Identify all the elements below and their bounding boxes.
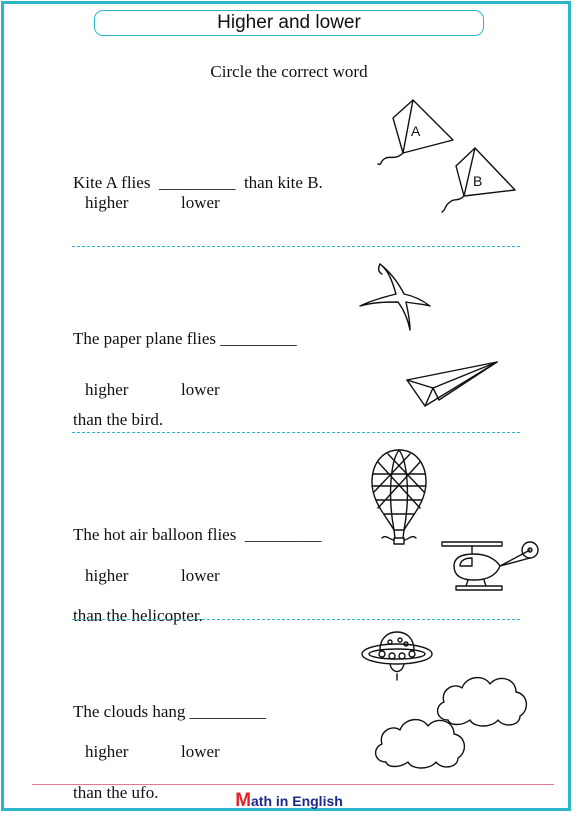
kite-b-icon bbox=[456, 148, 515, 196]
question-4-line1: The clouds hang _________ bbox=[73, 702, 267, 721]
question-2-line1: The paper plane flies _________ bbox=[73, 329, 297, 348]
q2-option-lower[interactable]: lower bbox=[181, 380, 220, 399]
page-title: Higher and lower bbox=[94, 10, 484, 36]
q3-option-higher[interactable]: higher bbox=[85, 566, 129, 585]
paper-plane-icon bbox=[405, 360, 499, 408]
footer-logo bbox=[0, 790, 578, 812]
kite-a-label: A bbox=[411, 123, 421, 139]
kite-b-label: B bbox=[473, 173, 483, 189]
kite-a-icon bbox=[393, 100, 453, 153]
footer-logo-m: M bbox=[235, 790, 252, 811]
separator bbox=[72, 619, 520, 620]
question-4-line2: than the ufo. bbox=[73, 783, 159, 802]
footer-logo-text: ath in English bbox=[251, 793, 343, 809]
question-1-line1: Kite A flies _________ than kite B. bbox=[73, 173, 323, 192]
q2-option-higher[interactable]: higher bbox=[85, 380, 129, 399]
footer-divider bbox=[32, 784, 554, 785]
helicopter-icon bbox=[438, 536, 542, 594]
bird-icon bbox=[358, 262, 436, 334]
q1-option-higher[interactable]: higher bbox=[85, 193, 129, 212]
question-3-text bbox=[73, 467, 321, 656]
separator bbox=[72, 246, 520, 247]
cloud-icon bbox=[372, 712, 468, 770]
hot-air-balloon-icon bbox=[368, 448, 430, 552]
q3-option-lower[interactable]: lower bbox=[181, 566, 220, 585]
separator bbox=[72, 432, 520, 433]
q1-option-lower[interactable]: lower bbox=[181, 193, 220, 212]
kites-icon bbox=[378, 98, 523, 218]
question-3-line1: The hot air balloon flies _________ bbox=[73, 525, 322, 544]
question-2-line2: than the bird. bbox=[73, 410, 164, 429]
instruction: Circle the correct word bbox=[210, 62, 368, 81]
ufo-icon bbox=[360, 630, 434, 686]
question-3-line2: than the helicopter. bbox=[73, 606, 203, 625]
q4-option-higher[interactable]: higher bbox=[85, 742, 129, 761]
q4-option-lower[interactable]: lower bbox=[181, 742, 220, 761]
